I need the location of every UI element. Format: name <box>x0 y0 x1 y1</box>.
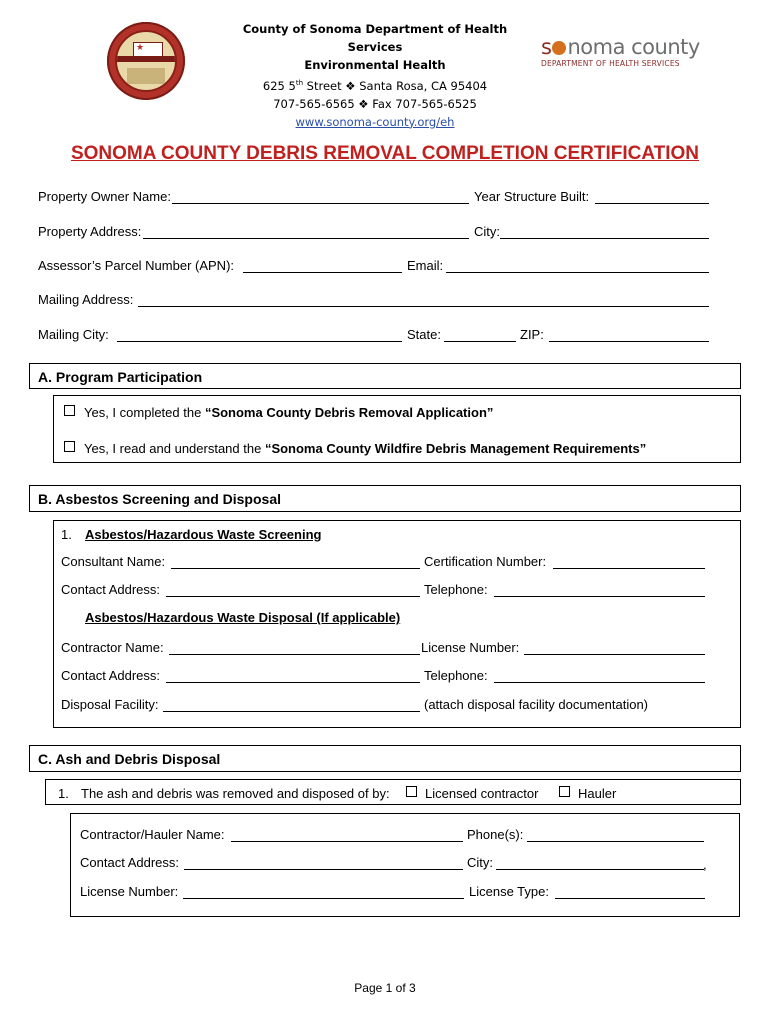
consultant-phone-field[interactable] <box>494 596 705 597</box>
hauler-address-label: Contact Address: <box>80 855 179 870</box>
address-label: Property Address: <box>38 224 142 239</box>
owner-label: Property Owner Name: <box>38 189 171 204</box>
contractor-field[interactable] <box>169 654 420 655</box>
license-type-field[interactable] <box>555 898 705 899</box>
disposal-question: The ash and debris was removed and disposed of by: <box>81 786 390 801</box>
disposal-facility-field[interactable] <box>163 711 420 712</box>
mailing-address-label: Mailing Address: <box>38 292 134 307</box>
letterhead <box>230 20 520 131</box>
seal-landscape <box>127 68 165 84</box>
requirements-statement: Yes, I read and understand the “Sonoma County Wildfire Debris Management Requirements” <box>84 441 647 456</box>
screening-heading: Asbestos/Hazardous Waste Screening <box>85 527 322 542</box>
hauler-city-field[interactable] <box>496 869 704 870</box>
hauler-name-field[interactable] <box>231 841 463 842</box>
state-label: State: <box>407 327 441 342</box>
sonoma-county-logo: s noma county DEPARTMENT OF HEALTH SERVICES <box>541 35 700 68</box>
zip-field[interactable] <box>549 341 709 342</box>
city-label: City: <box>474 224 500 239</box>
consultant-phone-label: Telephone: <box>424 582 488 597</box>
phone-fax: 707-565-6565 ❖ Fax 707-565-6525 <box>273 96 477 111</box>
seal-band <box>117 56 175 62</box>
hauler-checkbox[interactable] <box>559 786 570 797</box>
mailing-city-field[interactable] <box>117 341 402 342</box>
logo-mark-icon <box>552 41 566 55</box>
section-b-num: 1. <box>61 527 72 542</box>
state-field[interactable] <box>444 341 516 342</box>
division-name: Environmental Health <box>304 58 446 72</box>
seal-emblem <box>115 30 177 92</box>
licensed-contractor-checkbox[interactable] <box>406 786 417 797</box>
license-number-field[interactable] <box>524 654 705 655</box>
contractor-address-field[interactable] <box>166 682 420 683</box>
street-address: 625 5th Street ❖ Santa Rosa, CA 95404 <box>262 78 488 93</box>
phones-label: Phone(s): <box>467 827 524 842</box>
email-label: Email: <box>407 258 444 273</box>
mailing-city-label: Mailing City: <box>38 327 109 342</box>
disposal-facility-label: Disposal Facility: <box>61 697 159 712</box>
address-field[interactable] <box>143 238 469 239</box>
section-b-title: B. Asbestos Screening and Disposal <box>38 491 281 507</box>
phones-field[interactable] <box>527 841 704 842</box>
license-type-label: License Type: <box>469 884 549 899</box>
hauler-license-field[interactable] <box>183 898 464 899</box>
owner-field[interactable] <box>172 203 469 204</box>
consultant-label: Consultant Name: <box>61 554 166 569</box>
cert-number-label: Certification Number: <box>424 554 547 569</box>
mailing-address-field[interactable] <box>138 306 709 307</box>
section-a-title: A. Program Participation <box>38 369 203 385</box>
licensed-contractor-label: Licensed contractor <box>425 786 539 801</box>
email-field[interactable] <box>446 272 709 273</box>
license-number-label: License Number: <box>421 640 520 655</box>
section-c-num: 1. <box>58 786 69 801</box>
contractor-address-label: Contact Address: <box>61 668 160 683</box>
consultant-address-field[interactable] <box>166 596 420 597</box>
contractor-phone-label: Telephone: <box>424 668 488 683</box>
attach-note: (attach disposal facility documentation) <box>424 697 649 712</box>
page-number: Page 1 of 3 <box>354 981 416 995</box>
website-link[interactable]: www.sonoma-county.org/eh <box>295 114 455 129</box>
hauler-label: Hauler <box>578 786 617 801</box>
hauler-name-label: Contractor/Hauler Name: <box>80 827 225 842</box>
consultant-field[interactable] <box>171 568 420 569</box>
disposal-heading: Asbestos/Hazardous Waste Disposal (If applicable) <box>85 610 401 625</box>
contractor-phone-field[interactable] <box>494 682 705 683</box>
contractor-label: Contractor Name: <box>61 640 164 655</box>
year-label: Year Structure Built: <box>474 189 590 204</box>
zip-label: ZIP: <box>520 327 544 342</box>
county-seal <box>107 22 185 100</box>
apn-label: Assessor’s Parcel Number (APN): <box>38 258 235 273</box>
hauler-address-field[interactable] <box>184 869 463 870</box>
section-c-title: C. Ash and Debris Disposal <box>38 751 221 767</box>
hauler-city-label: City: <box>467 855 493 870</box>
consultant-address-label: Contact Address: <box>61 582 160 597</box>
city-tail: , <box>703 857 707 872</box>
cert-number-field[interactable] <box>553 568 705 569</box>
application-statement: Yes, I completed the “Sonoma County Debris Removal Application” <box>84 405 494 420</box>
star-icon: ★ <box>136 42 145 52</box>
city-field[interactable] <box>500 238 709 239</box>
dept-name: County of Sonoma Department of Health Services <box>242 22 508 54</box>
requirements-checkbox[interactable] <box>64 441 75 452</box>
form-title: SONOMA COUNTY DEBRIS REMOVAL COMPLETION CERTIFICATION <box>70 143 700 164</box>
hauler-license-label: License Number: <box>80 884 179 899</box>
application-checkbox[interactable] <box>64 405 75 416</box>
apn-field[interactable] <box>243 272 402 273</box>
year-field[interactable] <box>595 203 709 204</box>
